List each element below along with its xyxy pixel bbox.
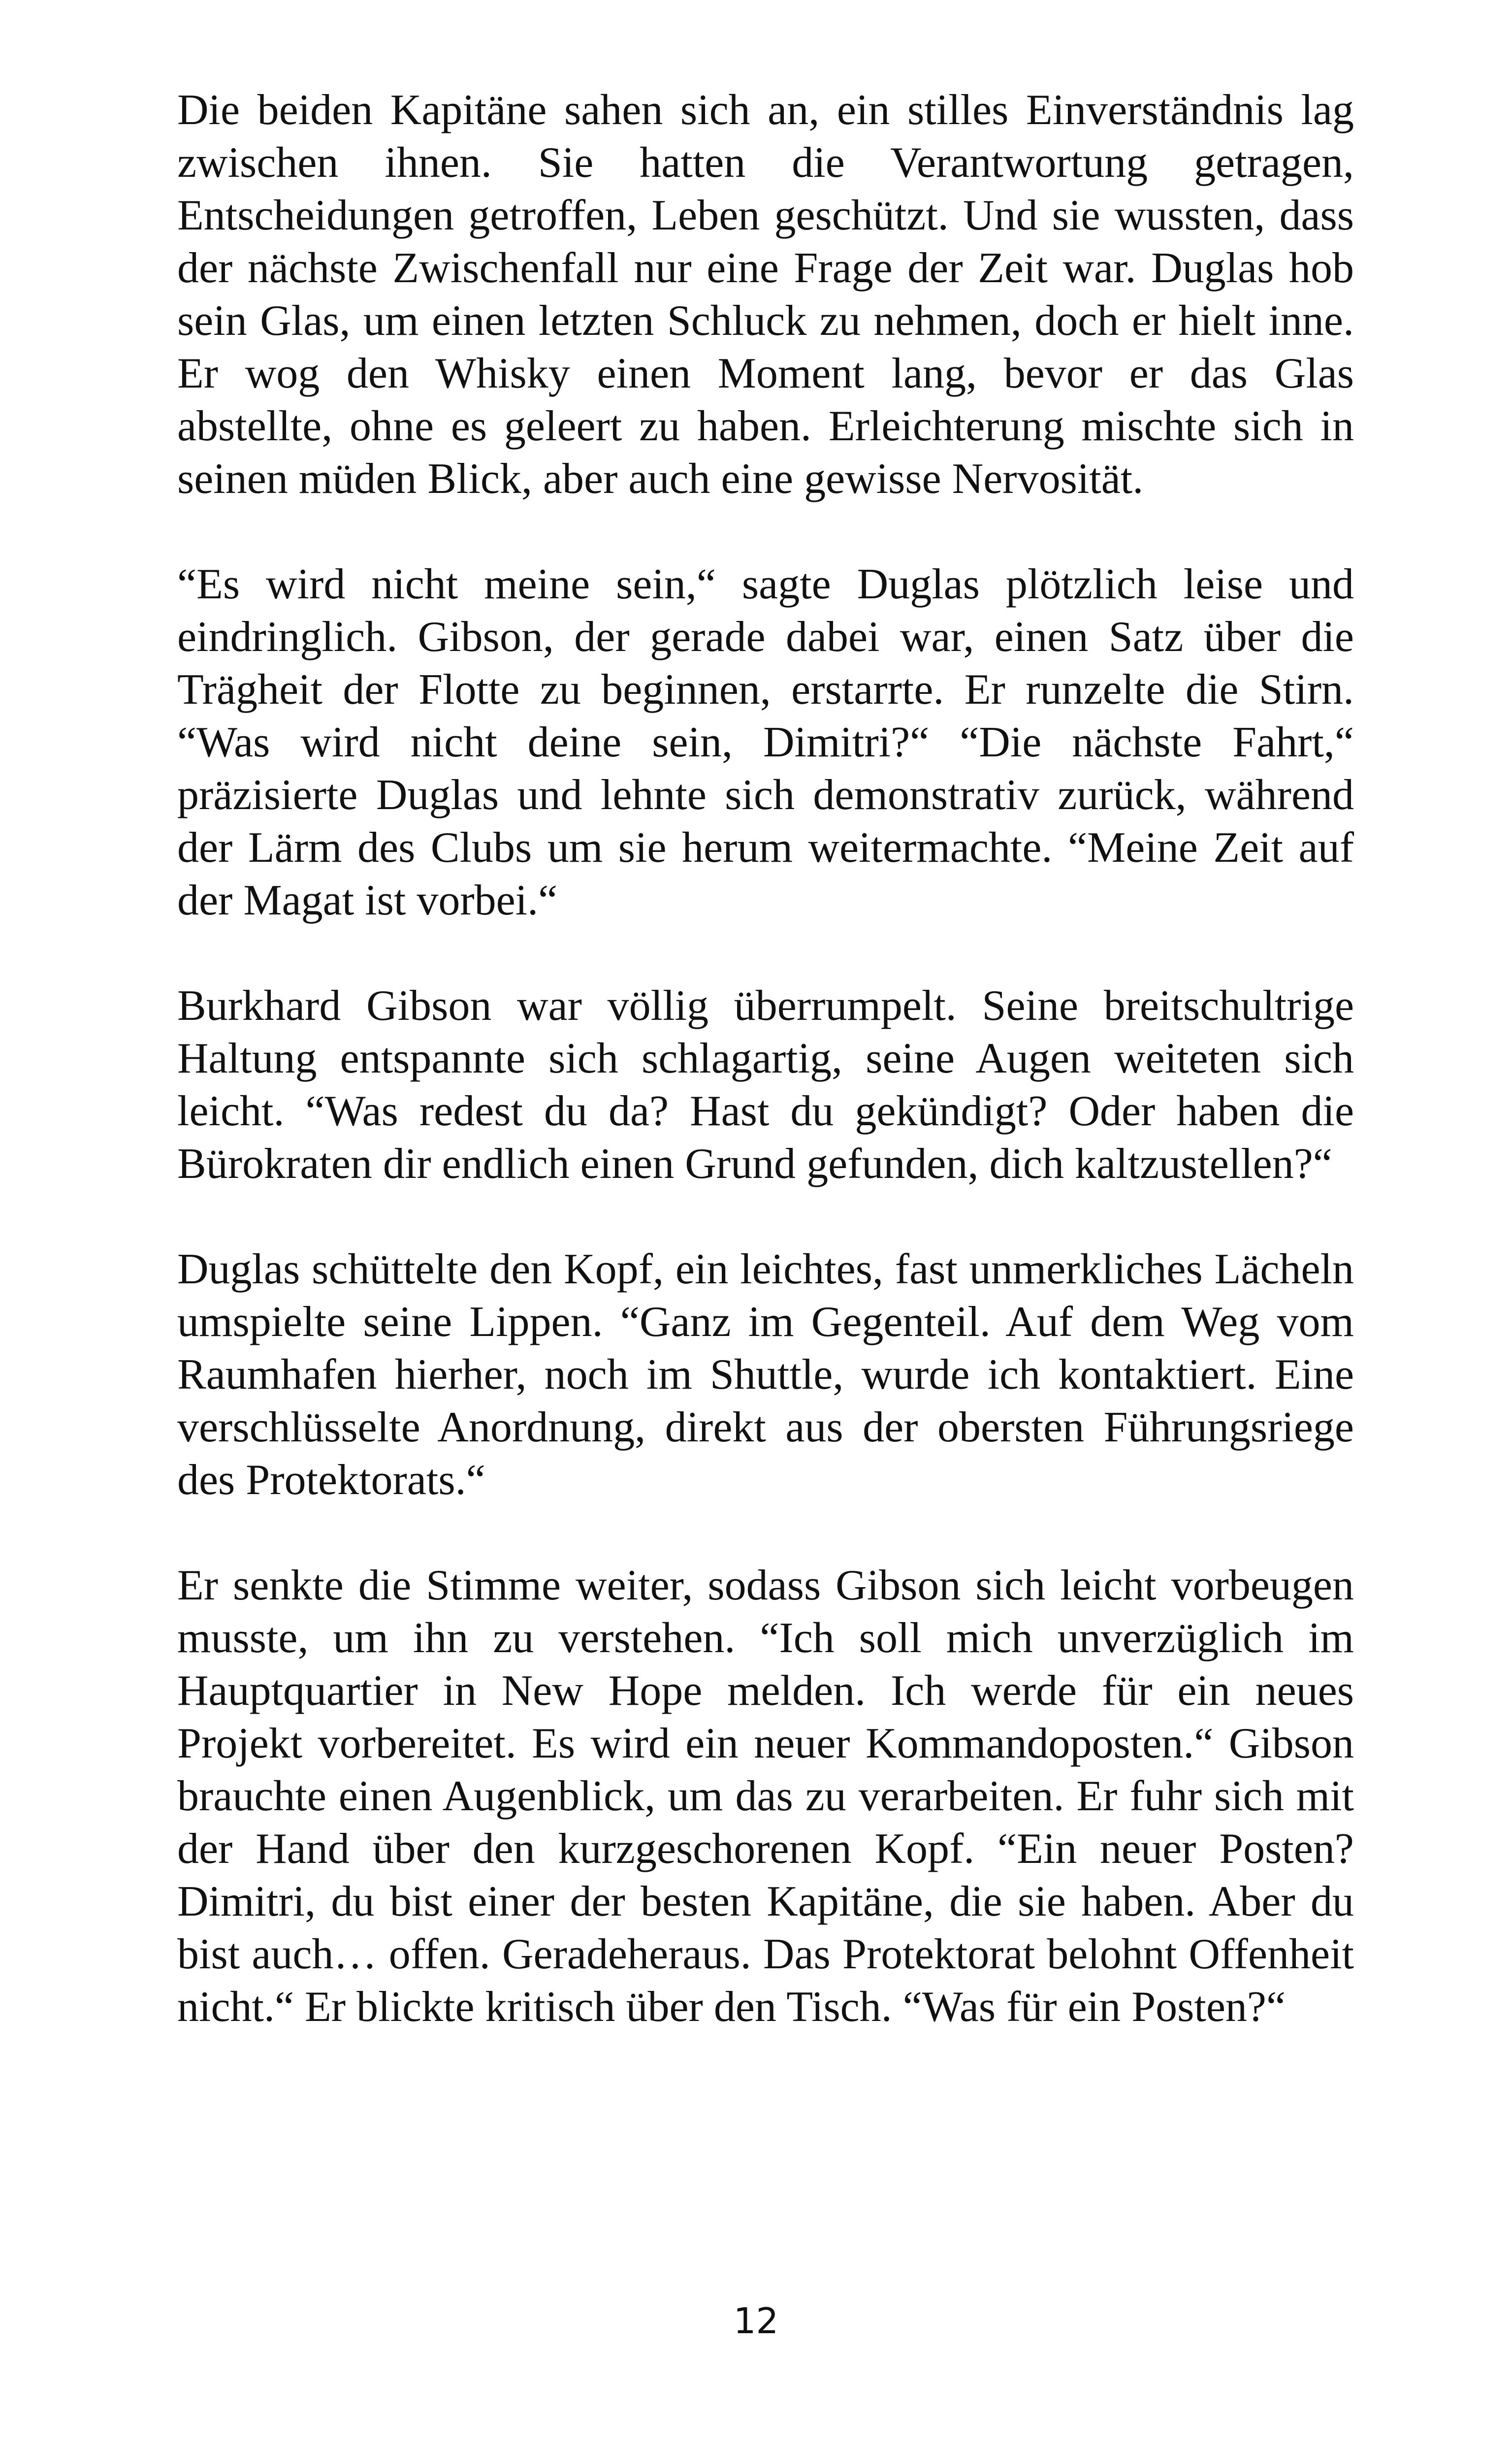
- paragraph-3: Burkhard Gibson war völlig überrumpelt. Seine breitschultrige Haltung entspannte sich schlagartig, seine Augen weiteten sich leicht. “Was redest du da? Hast du gekündigt? Oder haben die Bürokraten dir endlich einen Grund gefunden, dich kaltzustellen?“: [177, 982, 1354, 1188]
- page-number: 12: [733, 2300, 779, 2342]
- body-text: [177, 84, 1354, 2086]
- paragraph-5: Er senkte die Stimme weiter, sodass Gibson sich leicht vorbeugen musste, um ihn zu verstehen. “Ich soll mich unverzüglich im Hauptquartier in New Hope melden. Ich werde für ein neues Projekt vorbereitet. Es wird ein neuer Kommandoposten.“ Gibson brauchte einen Augenblick, um das zu verarbeiten. Er fuhr sich mit der Hand über den kurzgeschorenen Kopf. “Ein neuer Posten? Dimitri, du bist einer der besten Kapitäne, die sie haben. Aber du bist auch… offen. Geradeheraus. Das Protektorat belohnt Offenheit nicht.“ Er blickte kritisch über den Tisch. “Was für ein Posten?“: [177, 1562, 1354, 2031]
- paragraph-1: Die beiden Kapitäne sahen sich an, ein stilles Einverständnis lag zwischen ihnen. Sie hatten die Verantwortung getragen, Entscheidungen getroffen, Leben geschützt. Und sie wussten, dass der nächste Zwischenfall nur eine Frage der Zeit war. Duglas hob sein Glas, um einen letzten Schluck zu nehmen, doch er hielt inne. Er wog den Whisky einen Moment lang, bevor er das Glas abstellte, ohne es geleert zu haben. Erleichterung mischte sich in seinen müden Blick, aber auch eine gewisse Nervosität.: [177, 86, 1354, 503]
- paragraph-4: Duglas schüttelte den Kopf, ein leichtes, fast unmerkliches Lächeln umspielte seine Lippen. “Ganz im Gegenteil. Auf dem Weg vom Raumhafen hierher, noch im Shuttle, wurde ich kontaktiert. Eine verschlüsselte Anordnung, direkt aus der obersten Führungsriege des Protektorats.“: [177, 1245, 1354, 1504]
- paragraph-2: “Es wird nicht meine sein,“ sagte Duglas plötzlich leise und eindringlich. Gibson, der gerade dabei war, einen Satz über die Trägheit der Flotte zu beginnen, erstarrte. Er runzelte die Stirn. “Was wird nicht deine sein, Dimitri?“ “Die nächste Fahrt,“ präzisierte Duglas und lehnte sich demonstrativ zurück, während der Lärm des Clubs um sie herum weitermachte. “Meine Zeit auf der Magat ist vorbei.“: [177, 560, 1354, 924]
